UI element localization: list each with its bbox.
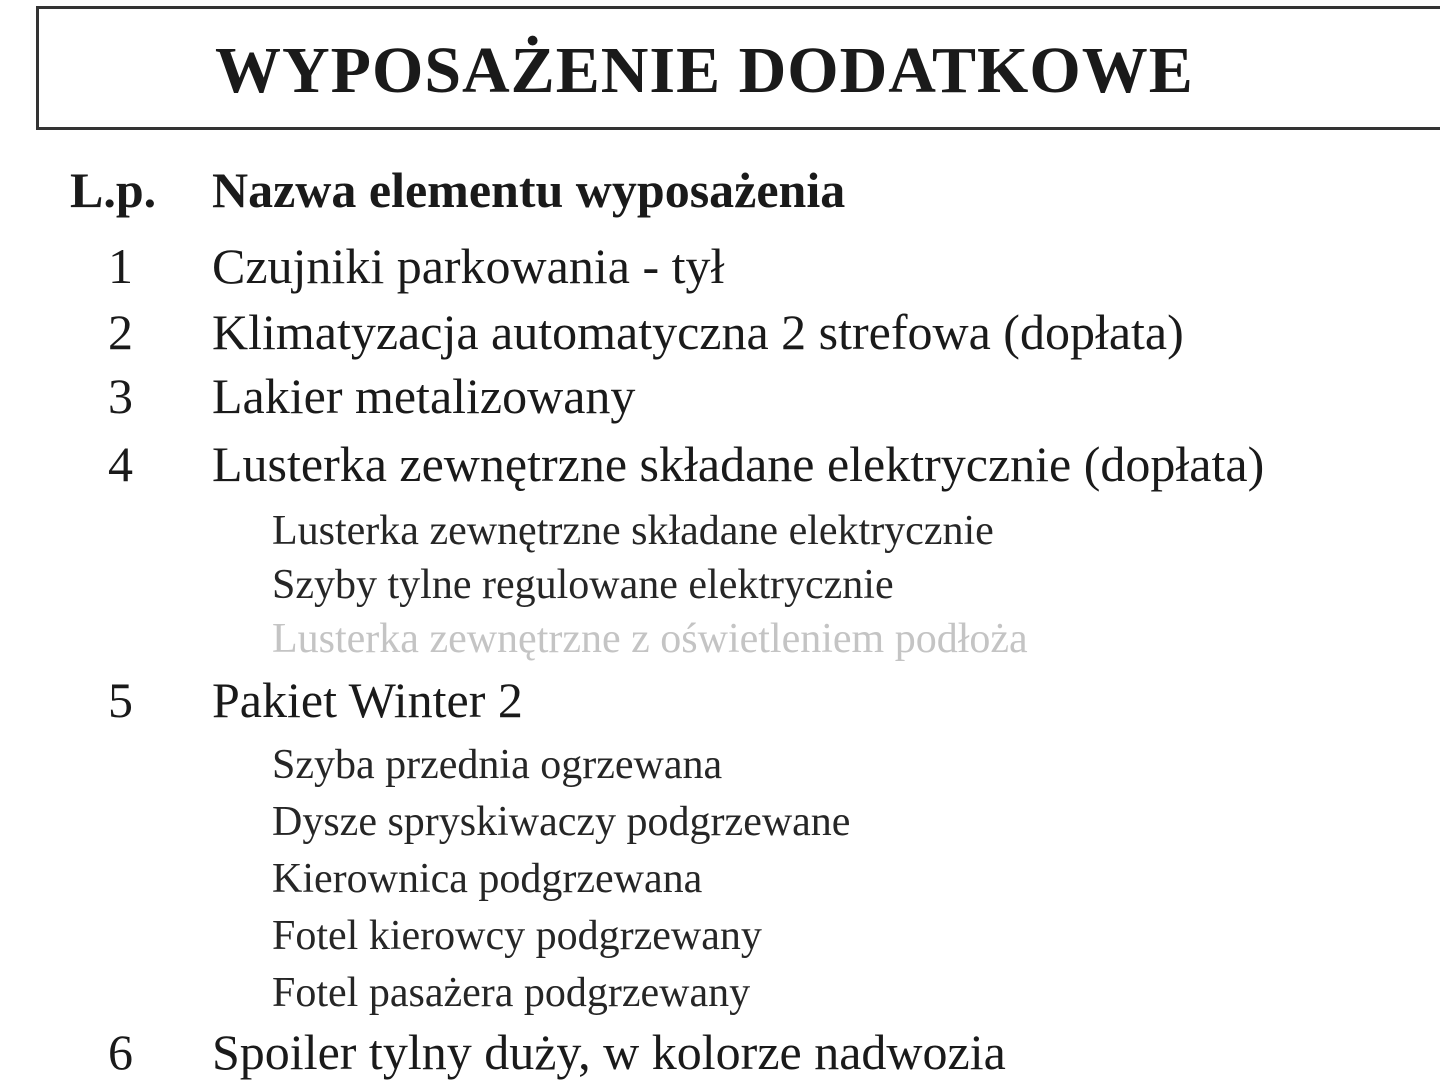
item-number: 5	[108, 672, 133, 728]
list-item	[0, 668, 1440, 732]
sub-item: Lusterka zewnętrzne z oświetleniem podłoża	[272, 616, 1028, 662]
header-lp: L.p.	[70, 162, 157, 218]
list-item	[0, 432, 1440, 496]
item-name: Klimatyzacja automatyczna 2 strefowa (dopłata)	[212, 304, 1184, 360]
item-name: Czujniki parkowania - tył	[212, 238, 725, 294]
item-number: 1	[108, 238, 133, 294]
list-item	[0, 364, 1440, 428]
table-header	[0, 160, 1440, 220]
item-name: Pakiet Winter 2	[212, 672, 523, 728]
item-name: Lakier metalizowany	[212, 368, 636, 424]
header-name: Nazwa elementu wyposażenia	[212, 162, 846, 218]
item-number: 4	[108, 436, 133, 492]
item-number: 6	[108, 1024, 133, 1080]
page-title: WYPOSAŻENIE DODATKOWE	[215, 34, 1194, 107]
item-number: 3	[108, 368, 133, 424]
list-item	[0, 1020, 1440, 1084]
sub-item: Fotel pasażera podgrzewany	[272, 970, 751, 1016]
item-name: Spoiler tylny duży, w kolorze nadwozia	[212, 1024, 1006, 1080]
sub-item: Lusterka zewnętrzne składane elektrycznie	[272, 508, 994, 554]
title-box	[36, 6, 1440, 130]
list-item	[0, 300, 1440, 364]
item-number: 2	[108, 304, 133, 360]
sub-item: Szyba przednia ogrzewana	[272, 742, 723, 788]
item-name: Lusterka zewnętrzne składane elektrycznie (dopłata)	[212, 436, 1265, 492]
sub-item: Fotel kierowcy podgrzewany	[272, 913, 762, 959]
sub-item: Dysze spryskiwaczy podgrzewane	[272, 799, 851, 845]
list-item	[0, 234, 1440, 298]
sub-item: Kierownica podgrzewana	[272, 856, 703, 902]
sub-item: Szyby tylne regulowane elektrycznie	[272, 562, 894, 608]
